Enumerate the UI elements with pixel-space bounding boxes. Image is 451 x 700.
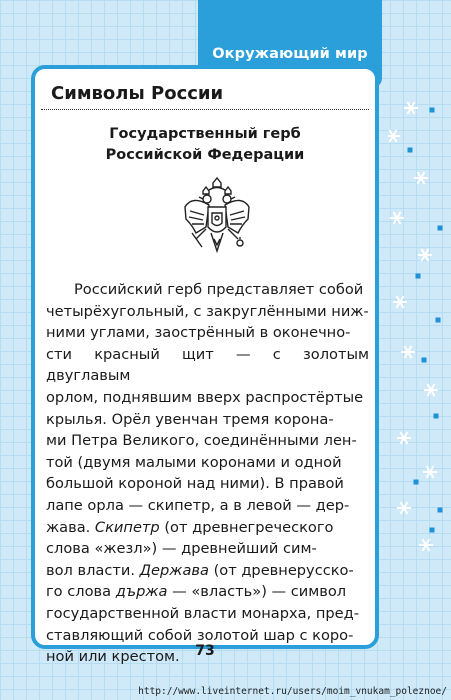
snowflake-icon	[397, 432, 411, 444]
text-line: ставляющий собой золотой шар с коро-	[46, 626, 354, 644]
page-number: 73	[195, 643, 215, 659]
decorative-dot	[430, 528, 435, 533]
snowflake-icon	[419, 539, 433, 551]
decorative-dot	[430, 108, 435, 113]
text-line: большой короной над ними). В правой	[46, 475, 344, 493]
snowflake-icon	[401, 346, 415, 358]
russian-coat-of-arms-icon	[182, 177, 252, 259]
text-line: слова «жезл») — древнейший сим-	[46, 540, 317, 558]
snowflake-icon	[418, 249, 432, 261]
text-line: вол власти. Держава (от древнерусско-	[46, 561, 354, 579]
subtitle-line-1: Государственный герб	[109, 126, 301, 142]
text-line: четырёхугольный, с закруглёнными ниж-	[46, 302, 369, 320]
decorative-dot	[416, 274, 421, 279]
title-divider	[41, 109, 369, 110]
text-line: государственной власти монарха, пред-	[46, 604, 359, 622]
snowflake-icon	[404, 102, 418, 114]
snowflake-icon	[414, 172, 428, 184]
text-line: той (двумя малыми коронами и одной	[46, 453, 342, 471]
text-line: ми Петра Великого, соединёнными лен-	[46, 432, 357, 450]
text-line: го слова държа — «власть») — символ	[46, 583, 347, 601]
snowflake-icon	[388, 130, 400, 142]
decorative-dot	[414, 480, 419, 485]
decorative-dot	[438, 226, 443, 231]
decorative-dot	[436, 318, 441, 323]
text-line: лапе орла — скипетр, а в левой — дер-	[46, 496, 350, 514]
text-line: ними углами, заострённый в оконечно-	[46, 324, 351, 342]
snowflake-icon	[424, 384, 438, 396]
text-line: ной или крестом.	[46, 648, 180, 666]
snowflake-icon	[423, 466, 437, 478]
text-line: жава. Скипетр (от древнегреческого	[46, 518, 334, 536]
snowflake-icon	[397, 502, 411, 514]
text-line: орлом, поднявшим вверх распростёртые	[46, 388, 364, 406]
section-title: Символы России	[51, 83, 224, 104]
decorative-snowflake-strip	[388, 90, 448, 560]
decorative-dot	[438, 508, 443, 513]
snowflake-icon	[393, 296, 407, 308]
text-line: крылья. Орёл увенчан тремя корона-	[46, 410, 334, 428]
snowflake-icon	[390, 212, 404, 224]
text-line: сти красный щит — с золотым двуглавым	[46, 345, 369, 385]
decorative-dot	[422, 358, 427, 363]
source-url: http://www.liveinternet.ru/users/moim_vnukam_poleznoe/	[138, 686, 447, 697]
body-text	[46, 279, 369, 668]
subtitle	[35, 124, 375, 166]
decorative-dot	[408, 148, 413, 153]
text-line: Российский герб представляет собой	[74, 281, 364, 298]
subtitle-line-2: Российской Федерации	[105, 147, 305, 163]
subject-label: Окружающий мир	[212, 46, 368, 62]
decorative-dot	[434, 414, 439, 419]
